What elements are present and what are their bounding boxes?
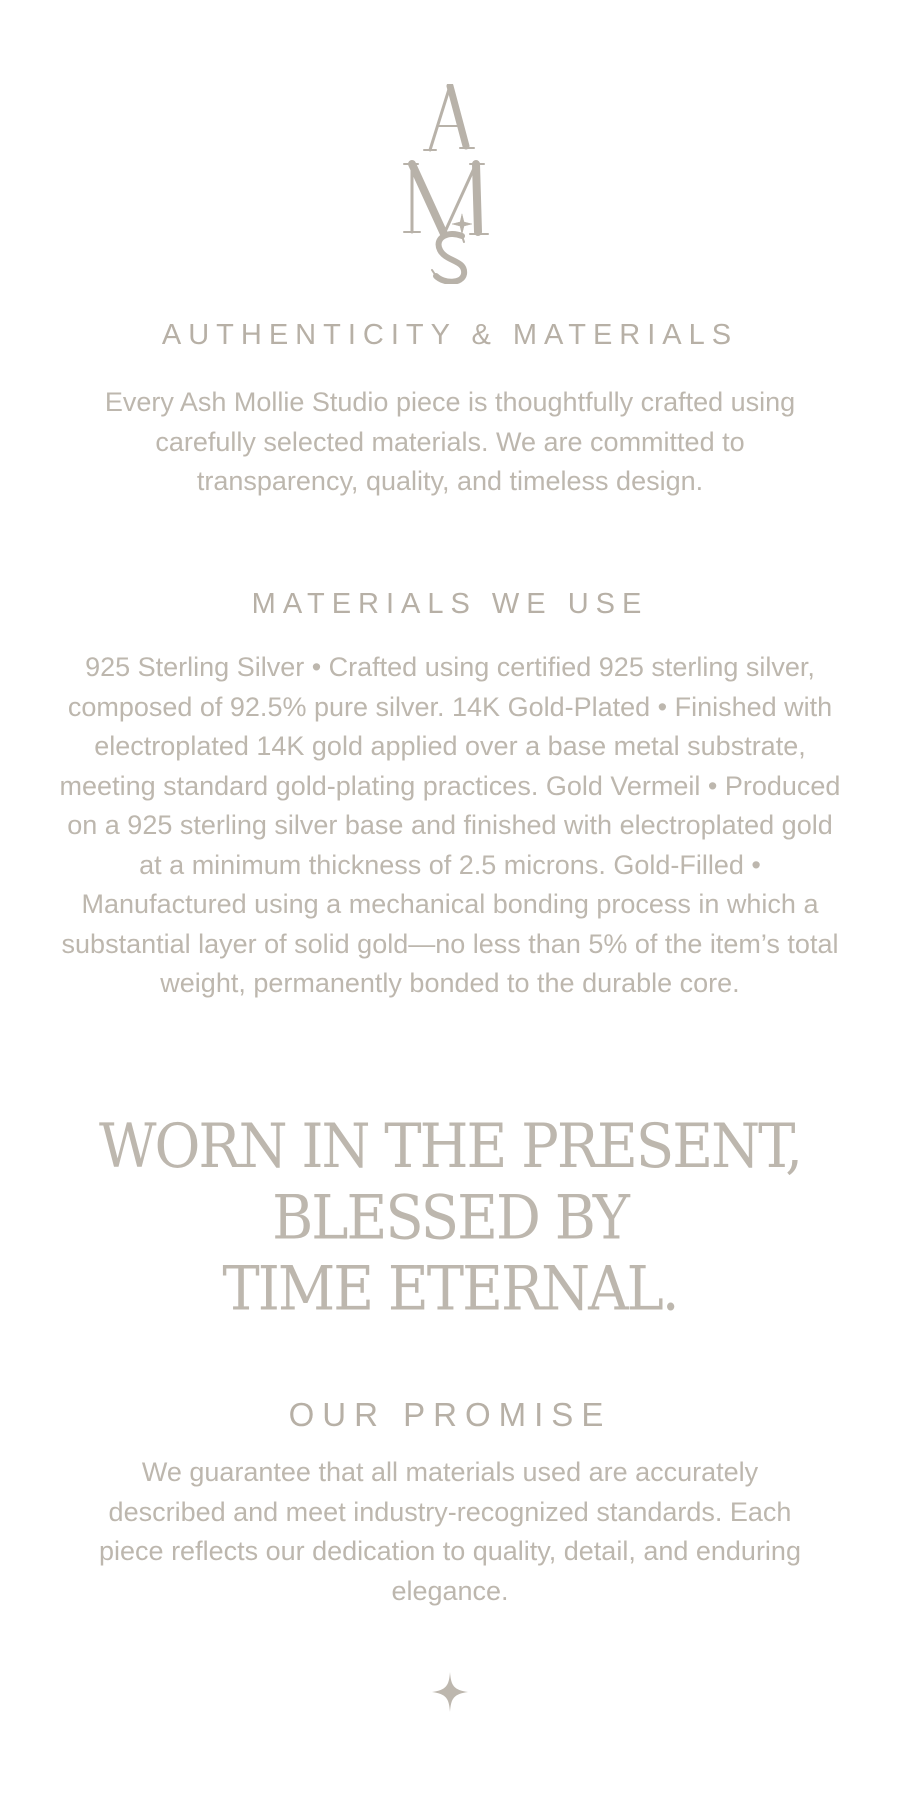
tagline [0, 1112, 900, 1326]
ams-monogram-logo [400, 84, 500, 284]
authenticity-heading: AUTHENTICITY & MATERIALS [161, 319, 739, 351]
materials-text: 925 Sterling Silver • Crafted using certified 925 sterling silver, composed of 92.5% pure silver. 14K Gold-Plated • Finished with electroplated 14K gold applied over a base metal substrate, meeting standard gold-plating practices. Gold Vermeil • Produced on a 925 sterling silver base and finished with electroplated gold at a minimum thickness of 2.5 microns. Gold-Filled • Manufactured using a mechanical bonding process in which a substantial layer of solid gold—no less than 5% of the item’s total weight, permanently bonded to the durable core. [59, 652, 841, 998]
tagline-line-2: BLESSED BY [272, 1183, 628, 1254]
tagline-line-1: WORN IN THE PRESENT, [98, 1112, 802, 1183]
authenticity-text: Every Ash Mollie Studio piece is thoughtfully crafted using carefully selected materials. We are committed to transparency, quality, and timeless design. [104, 387, 796, 496]
tagline-line-3: TIME ETERNAL. [222, 1254, 678, 1325]
sparkle-icon [432, 1672, 468, 1712]
promise-heading: OUR PROMISE [288, 1396, 612, 1433]
materials-heading: MATERIALS WE USE [251, 588, 649, 620]
promise-text: We guarantee that all materials used are accurately described and meet industry-recognized standards. Each piece reflects our dedication to quality, detail, and enduring elegance. [99, 1457, 801, 1606]
